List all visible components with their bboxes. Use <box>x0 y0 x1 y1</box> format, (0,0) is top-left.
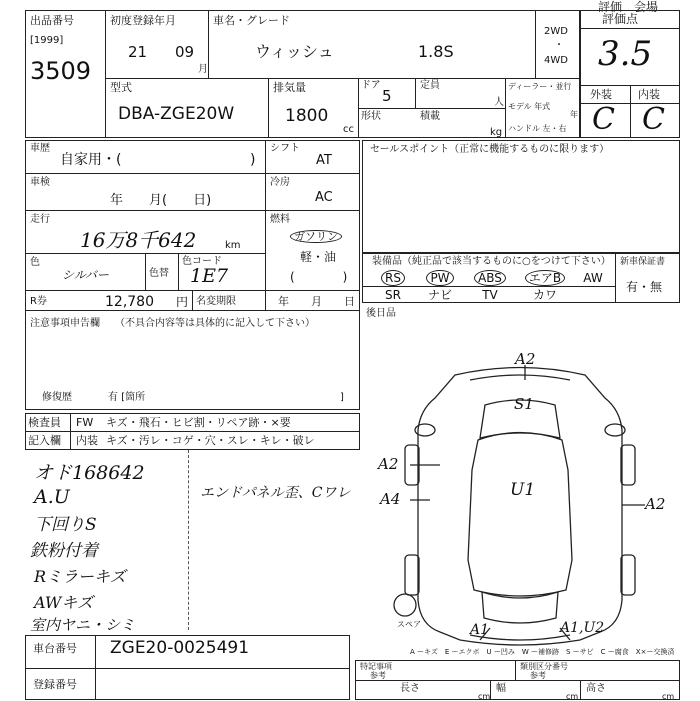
inspector-label: 検査員 <box>28 416 61 429</box>
fw-label: FW <box>76 416 94 429</box>
color-value: シルバー <box>62 268 109 282</box>
shift-value: AT <box>316 153 332 168</box>
first-reg-year: 21 <box>128 43 148 61</box>
car-name-label: 車名・グレード <box>213 14 290 27</box>
special-label: 特記事項 <box>360 662 392 671</box>
history-close: ) <box>250 152 256 168</box>
equip-leather: カワ <box>532 288 557 302</box>
drive-2wd: 2WD <box>544 26 568 37</box>
exterior-grade: C <box>592 102 615 137</box>
score-text: 3.5 <box>598 34 653 74</box>
notes-sub: （不具合内容等は具体的に記入して下さい） <box>115 318 315 329</box>
title-partial: 評価 会場 <box>598 0 659 14</box>
legend: A ーキズ E ーエクボ U ー凹み W ー補修跡 S ーサビ C ー腐食 X×ー交換済 <box>410 648 675 656</box>
recycle-value: 12,780 <box>105 294 154 310</box>
ac-label: 冷房 <box>270 177 290 188</box>
capacity-unit: 人 <box>494 97 504 108</box>
repair-value: 有 [箇所 <box>108 392 146 403</box>
ac-value: AC <box>315 190 333 205</box>
interior-label: 内装 <box>638 88 660 101</box>
reg-no-label: 登録番号 <box>33 678 77 691</box>
yen-unit: 円 <box>176 295 189 309</box>
ref2-label: 参考 <box>530 671 546 680</box>
load-unit: kg <box>490 127 503 138</box>
hand-note-interior: 室内ヤニ・シミ <box>30 616 136 634</box>
mark-u1: U1 <box>510 480 536 500</box>
month-suffix: 月 <box>198 64 208 75</box>
repair-close: ] <box>340 392 344 403</box>
drive-4wd: 4WD <box>544 55 568 66</box>
model-code: DBA-ZGE20W <box>118 104 235 124</box>
interior-grade: C <box>642 102 665 137</box>
check-items: キズ・飛石・ヒビ割・リペア跡・×要 <box>106 416 291 429</box>
hand-note-under: 下回りS <box>34 515 97 535</box>
grade: 1.8S <box>418 42 454 61</box>
model-label: 型式 <box>110 81 132 94</box>
class-label: 類別区分番号 <box>520 662 568 671</box>
color-no-label: 色替 <box>149 268 169 279</box>
spare-label: スペア <box>397 620 421 629</box>
equip-rs-text: RS <box>381 270 405 286</box>
km-unit: km <box>225 240 241 251</box>
fuel-gas-circled: ガソリン <box>290 230 342 243</box>
equip-aw: AW <box>583 271 603 285</box>
model-year-label: モデル 年式 <box>508 102 551 111</box>
inspection-label: 車検 <box>30 177 50 188</box>
shift-label: シフト <box>270 143 300 154</box>
mark-right-a2: A2 <box>645 495 666 513</box>
inspection-value: 年 月( 日) <box>110 193 212 208</box>
fuel-label: 燃料 <box>270 214 290 225</box>
hand-note-odo: オド168642 <box>34 462 145 484</box>
name-change-value: 年 月 日 <box>278 295 355 308</box>
mark-a4: A4 <box>380 490 401 508</box>
mileage-label: 走行 <box>30 214 50 225</box>
first-reg-label: 初度登録年月 <box>110 14 176 27</box>
hand-note-iron: 鉄粉付着 <box>30 541 98 561</box>
interior-check-label: 内装 <box>76 434 98 447</box>
lot-label: 出品番号 <box>30 14 74 27</box>
notes-label: 注意事項申告欄 <box>30 318 100 329</box>
equip-sr: SR <box>385 288 401 302</box>
load-label: 積載 <box>420 111 440 122</box>
name-change-label: 名変期限 <box>196 296 236 307</box>
drive-dot: ・ <box>554 40 564 51</box>
color-code: 1E7 <box>190 265 229 287</box>
shape-label: 形状 <box>361 111 381 122</box>
year-unit: 年 <box>570 110 578 119</box>
equip-abs-text: ABS <box>474 270 506 286</box>
recorder-label: 記入欄 <box>28 434 61 447</box>
capacity-label: 定員 <box>420 80 440 91</box>
history-label: 車歴 <box>30 143 50 154</box>
displacement: 1800 <box>285 106 329 126</box>
equipment-label: 装備品（純正品で該当するものに○をつけて下さい） <box>372 256 611 267</box>
mark-front-a2: A2 <box>515 350 536 368</box>
sales-label: セールスポイント（正常に機能するものに限ります） <box>370 144 610 155</box>
displacement-label: 排気量 <box>273 81 306 94</box>
grade-label: 評価点 <box>602 12 639 26</box>
warranty-value: 有・無 <box>626 280 663 294</box>
width-label: 幅 <box>496 683 506 694</box>
mark-rear-a1u2: A1,U2 <box>560 620 605 636</box>
lot-number: 3509 <box>30 57 92 85</box>
mark-left-a2: A2 <box>378 455 399 473</box>
exterior-label: 外装 <box>590 88 612 101</box>
height-unit: cm <box>662 692 675 701</box>
interior-items: キズ・汚レ・コゲ・穴・スレ・キレ・破レ <box>106 434 315 447</box>
door-label: ドア <box>361 80 381 91</box>
length-label: 長さ <box>400 683 420 694</box>
mark-rear-a1: A1 <box>470 622 490 638</box>
width-unit: cm <box>566 692 579 701</box>
warranty-label: 新車保証書 <box>620 257 666 267</box>
dealer-label: ディーラー・並行 <box>508 82 572 91</box>
doors: 5 <box>382 87 392 105</box>
length-unit: cm <box>478 692 491 701</box>
equip-tv: TV <box>482 288 498 302</box>
hand-note-aw: AWキズ <box>34 593 94 612</box>
chassis-value: ZGE20-0025491 <box>110 638 250 658</box>
after-label: 後日品 <box>366 308 396 319</box>
history-value: 自家用・( <box>60 152 122 168</box>
handle-label: ハンドル 左・右 <box>508 124 567 133</box>
cc-unit: cc <box>343 124 354 135</box>
lot-sub: [1999] <box>30 35 64 46</box>
color-code-label: 色コード <box>182 256 222 267</box>
hand-note-mirror: Rミラーキズ <box>34 567 126 586</box>
mileage-hand: 16万8千642 <box>80 228 197 252</box>
equip-navi: ナビ <box>427 288 452 302</box>
mark-s1: S1 <box>514 395 534 413</box>
recycle-label: R券 <box>30 296 47 307</box>
hand-note-au: A.U <box>34 486 70 508</box>
equip-pw-text: PW <box>426 270 453 286</box>
repair-label: 修復歴 <box>42 392 72 403</box>
hand-note-right: エンドパネル歪、Cワレ <box>200 485 351 501</box>
car-name: ウィッシュ <box>255 42 334 61</box>
height-label: 高さ <box>586 683 606 694</box>
chassis-label: 車台番号 <box>33 642 77 655</box>
color-label: 色 <box>30 257 40 268</box>
fuel-mid: 軽・油 <box>300 250 337 264</box>
first-reg-month: 09 <box>175 43 195 61</box>
ref-label: 参考 <box>370 671 386 680</box>
fuel-paren: ( ) <box>290 270 348 284</box>
equip-airbag-text: エアB <box>525 270 565 286</box>
